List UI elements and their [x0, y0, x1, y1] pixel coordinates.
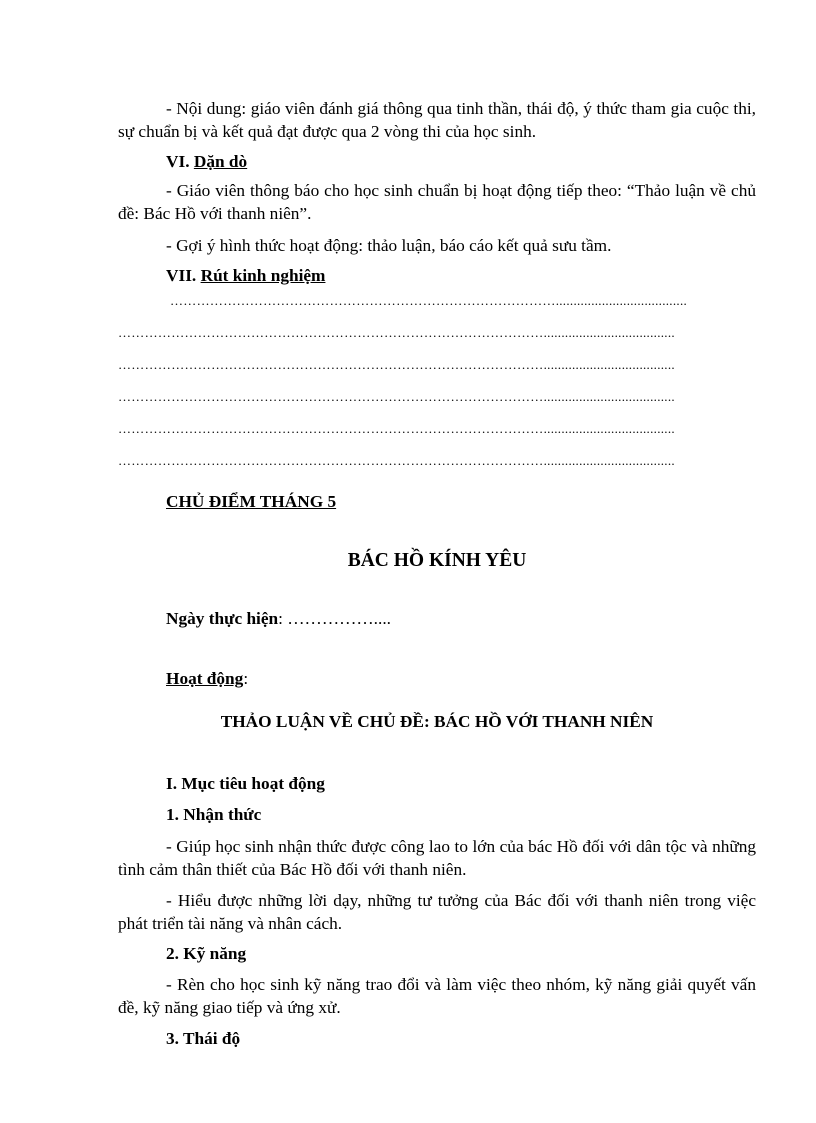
- date-line: [118, 608, 756, 630]
- dotted-line: …………………………………………………………………………………….....................................: [118, 389, 675, 404]
- activity-line: [118, 668, 756, 690]
- section-vi-title: Dặn dò: [193, 152, 248, 171]
- section-vii-number: VII.: [166, 266, 197, 285]
- date-value: : ……………....: [278, 609, 391, 628]
- month-heading: CHỦ ĐIỂM THÁNG 5: [166, 492, 337, 511]
- awareness-heading: 1. Nhận thức: [166, 805, 262, 824]
- notes-dotted-lines: [118, 293, 756, 469]
- content-evaluation-paragraph: - Nội dung: giáo viên đánh giá thông qua tinh thần, thái độ, ý thức tham gia cuộc thi, sự chuẩn bị và kết quả đạt được qua 2 vòng thi của học sinh.: [118, 99, 756, 141]
- activity-colon: :: [243, 669, 249, 688]
- section-vi-heading: [118, 151, 756, 173]
- awareness-paragraph-2: - Hiểu được những lời dạy, những tư tưởng của Bác đối với thanh niên trong việc phát triển tài năng và nhân cách.: [118, 891, 756, 933]
- activity-label: Hoạt động: [166, 669, 244, 688]
- awareness-paragraph-1: - Giúp học sinh nhận thức được công lao to lớn của bác Hồ đối với dân tộc và những tình cảm thân thiết của Bác Hồ đối với thanh niên.: [118, 837, 756, 879]
- skills-paragraph: - Rèn cho học sinh kỹ năng trao đổi và làm việc theo nhóm, kỹ năng giải quyết vấn đề, kỹ năng giao tiếp và ứng xử.: [118, 975, 756, 1017]
- section-vii-heading: [118, 265, 756, 287]
- skills-heading: 2. Kỹ năng: [166, 944, 247, 963]
- date-label: Ngày thực hiện: [166, 609, 279, 628]
- document-page: [118, 97, 756, 1050]
- dotted-line: …………………………………………………………………………………….....................................: [118, 421, 675, 436]
- instruction-paragraph: - Giáo viên thông báo cho học sinh chuẩn bị hoạt động tiếp theo: “Thảo luận về chủ đề: Bác Hồ với thanh niên”.: [118, 181, 756, 223]
- suggestion-paragraph: - Gợi ý hình thức hoạt động: thảo luận, báo cáo kết quả sưu tầm.: [166, 236, 612, 255]
- dotted-line: …………………………………………………………………………….....................................: [170, 293, 688, 308]
- dotted-line: …………………………………………………………………………………….....................................: [118, 325, 675, 340]
- activity-title: THẢO LUẬN VỀ CHỦ ĐỀ: BÁC HỒ VỚI THANH NIÊN: [220, 712, 654, 731]
- section-vi-number: VI.: [166, 152, 190, 171]
- dotted-line: …………………………………………………………………………………….....................................: [118, 453, 675, 468]
- section-vii-title: Rút kinh nghiệm: [200, 266, 326, 285]
- objectives-heading: I. Mục tiêu hoạt động: [166, 774, 325, 793]
- attitude-heading: 3. Thái độ: [166, 1029, 241, 1048]
- main-title: BÁC HỒ KÍNH YÊU: [347, 550, 527, 571]
- dotted-line: …………………………………………………………………………………….....................................: [118, 357, 675, 372]
